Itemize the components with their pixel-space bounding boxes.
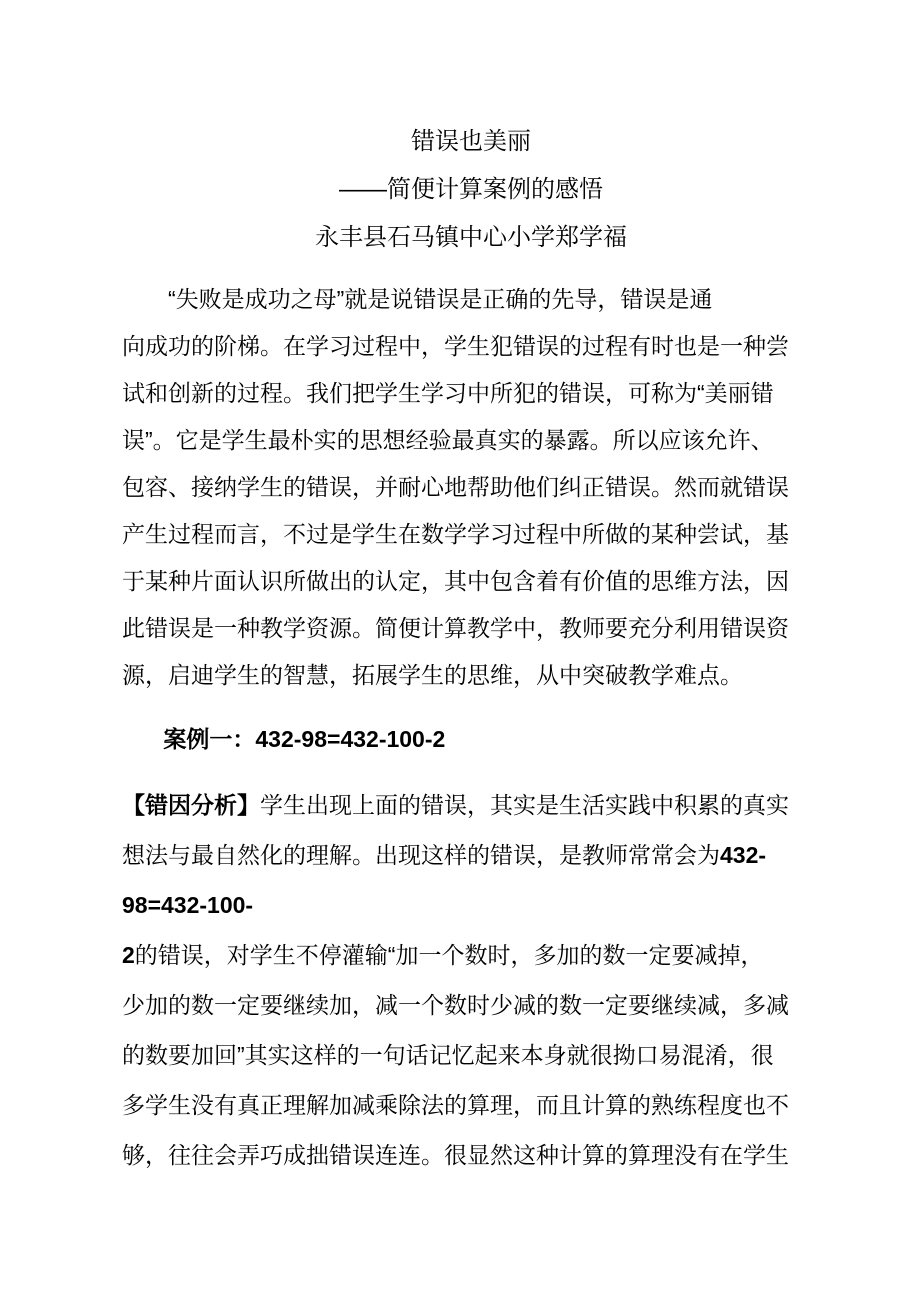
text-line [122,370,820,417]
case-one-heading: 案例一：432-98=432-100-2 [163,726,446,752]
text-line [122,1030,820,1080]
bold-text-segment: 【错因分析】 [122,792,260,818]
text-segment: “失败是成功之母”就是说错误是正确的先导，错误是通 [168,286,713,312]
text-segment: 试和创新的过程。我们把学生学习中所犯的错误，可称为“美丽错 [122,380,774,406]
text-line [122,1130,820,1180]
text-segment: 误”。它是学生最朴实的思想经验最真实的暴露。所以应该允许、 [122,427,774,453]
text-line [122,780,820,830]
text-segment: 包容、接纳学生的错误，并耐心地帮助他们纠正错误。然而就错误 [122,474,789,500]
text-segment: 产生过程而言，不过是学生在数学学习过程中所做的某种尝试，基 [122,521,789,547]
text-line [122,880,820,930]
text-segment: 的数要加回”其实这样的一句话记忆起来本身就很拗口易混淆，很 [122,1042,774,1068]
document-title: 错误也美丽 [411,128,531,155]
text-segment: 够，往往会弄巧成拙错误连连。很显然这种计算的算理没有在学生 [122,1142,789,1168]
text-line [122,558,820,605]
text-segment: 多学生没有真正理解加减乘除法的算理，而且计算的熟练程度也不 [122,1092,789,1118]
text-line [122,511,820,558]
text-line [122,417,820,464]
bold-text-segment: 2 [122,942,135,968]
text-line [122,1080,820,1130]
text-line [122,930,820,980]
text-segment: 想法与最自然化的理解。出现这样的错误，是教师常常会为 [122,842,720,868]
text-line [122,652,820,699]
text-segment: 源，启迪学生的智慧，拓展学生的思维，从中突破教学难点。 [122,662,743,688]
text-segment: 于某种片面认识所做出的认定，其中包含着有价值的思维方法，因 [122,568,789,594]
text-segment: 的错误，对学生不停灌输“加一个数时，多加的数一定要减掉， [134,942,764,968]
document-author: 永丰县石马镇中心小学郑学福 [315,224,627,251]
document-subtitle: ——简便计算案例的感悟 [339,176,603,203]
bold-text-segment: 98=432-100- [122,892,254,918]
heading-block [122,118,820,262]
text-line [122,605,820,652]
text-line [122,830,820,880]
text-segment: 此错误是一种教学资源。简便计算教学中，教师要充分利用错误资 [122,615,789,641]
text-segment: 学生出现上面的错误，其实是生活实践中积累的真实 [260,792,789,818]
text-line [122,464,820,511]
text-line [122,276,820,323]
intro-paragraph [122,276,820,699]
text-segment: 少加的数一定要继续加，减一个数时少减的数一定要继续减，多减 [122,992,789,1018]
text-line [122,323,820,370]
bold-text-segment: 432- [720,842,767,868]
text-line [122,980,820,1030]
text-segment: 向成功的阶梯。在学习过程中，学生犯错误的过程有时也是一种尝 [122,333,789,359]
error-analysis-paragraph [122,780,820,1180]
